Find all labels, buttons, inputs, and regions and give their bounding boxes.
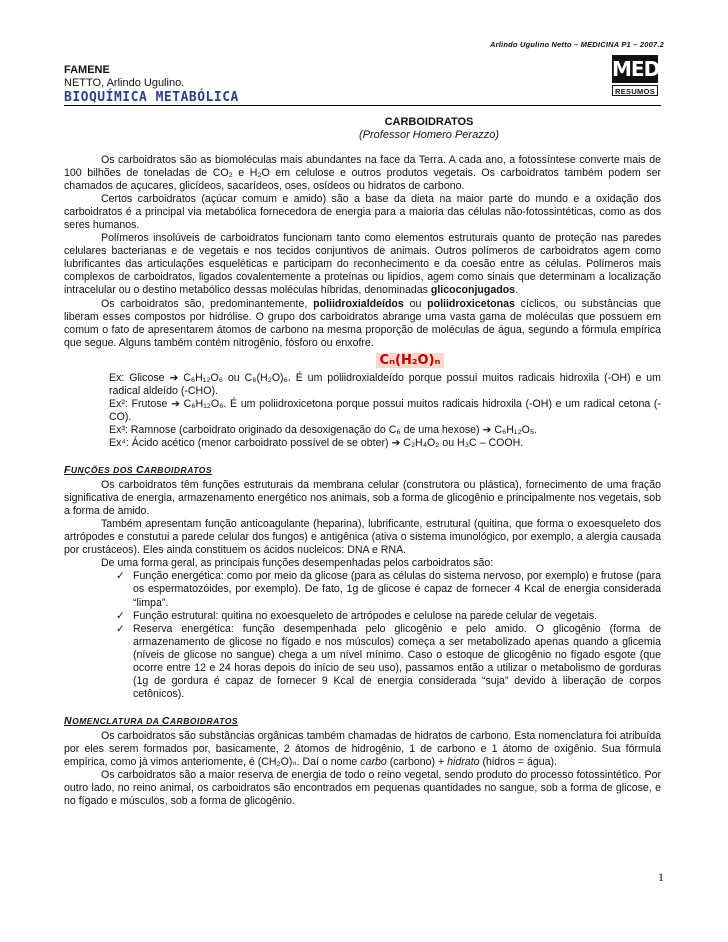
- funcao-estrutural-item: [116, 610, 661, 623]
- document-body: [64, 154, 661, 808]
- document-subtitle: (Professor Homero Perazzo): [359, 129, 499, 141]
- section-heading-funcoes: [64, 464, 661, 477]
- section-heading-nomenclatura: [64, 715, 661, 728]
- funcoes-checklist: [116, 570, 661, 700]
- formula-container: [159, 353, 661, 368]
- reserva-energetica-item: [116, 623, 661, 701]
- funcoes-heading-cap2: C: [135, 464, 145, 477]
- checkmark-icon: ✓: [116, 609, 125, 622]
- page-number: 1: [658, 870, 664, 884]
- poliidroxicetonas-term: poliidroxicetonas: [427, 297, 515, 310]
- intro-paragraph-3-text: Polímeros insolúveis de carboidratos funcionam tanto como elementos estruturais quanto de proteção nas paredes celulares bacterianas e de vegetais e nos tecidos conjuntivos de animais. Outros polímeros de carboidratos agem como lubrificantes das articulações esqueléticas e participam do reconhecimento e da coesão entre as células. Polímeros mais complexos de carboidratos, ligados covalentemente a proteínas ou lipídios, agem como sinais que determinam a localização intracelular ou o destino metabólico dessas moléculas híbridas, denominadas: [64, 232, 661, 297]
- funcao-estrutural-text: Função estrutural: quitina no exoesqueleto de artrópodes e celulose na parede celular de vegetais.: [133, 609, 598, 622]
- funcao-energetica-text: Função energética: como por meio da glicose (para as células do sistema nervoso, por exemplo) e frutose (para os espermatozóides, por exemplo). De fato, 1g de glicose é capaz de fornecer 4 Kcal de energia considerada “limpa”.: [133, 570, 661, 609]
- example-acido-acetico: Ex⁴: Ácido acético (menor carboidrato possível de se obter) ➔ C₂H₄O₂ ou H₃C – COOH.: [109, 436, 524, 449]
- funcoes-heading-rest1: UNÇÕES DOS: [70, 465, 136, 476]
- funcoes-paragraph-2: Também apresentam função anticoagulante (heparina), lubrificante, estrutural (quitina, que forma o exoesqueleto dos artrópodes e constutui a parede celular dos fungos) e antigênica (ativa o sistema imunológico, por exemplo, a alergia causada por crustáceos). Eles ainda constituem os ácidos nucleicos: DNA e RNA.: [64, 518, 661, 557]
- intro-p4-ou: ou: [409, 297, 422, 310]
- nomenclatura-heading-cap2: C: [161, 714, 171, 727]
- example-glicose: Ex: Glicose ➔ C₆H₁₂O₆ ou C₆(H₂O)₆. É um poliidroxialdeído porque possui muitos radicais hidroxila (-OH) e um radical aldeído (-CHO).: [109, 371, 661, 397]
- carbo-term: carbo: [360, 756, 387, 769]
- course-title: BIOQUÍMICA METABÓLICA: [64, 90, 239, 105]
- author-name: NETTO, Arlindo Ugulino.: [64, 77, 185, 89]
- funcoes-heading-rest2: ARBOIDRATOS: [144, 465, 213, 476]
- nomenclatura-heading-rest1: OMENCLATURA DA: [72, 715, 162, 726]
- intro-paragraph-2: Certos carboidratos (açúcar comum e amido) são a base da dieta na maior parte do mundo e a oxidação dos carboidratos é a principal via metabólica fornecedora de energia para a maioria das células não-fotossintéticas, como as dos seres humanos.: [64, 193, 661, 232]
- nomenclatura-heading-cap1: N: [64, 714, 73, 727]
- intro-paragraph-1: Os carboidratos são as biomoléculas mais abundantes na face da Terra. A cada ano, a fotossíntese converte mais de 100 bilhões de toneladas de CO₂ e H₂O em celulose e outros produtos vegetais. Os carboidratos também podem ser chamados de açucares, glicídeos, sacarídeos, oses, osídeos ou hidratos de carbono.: [64, 154, 661, 193]
- nomenclatura-paragraph-2: Os carboidratos são a maior reserva de energia de todo o reino vegetal, sendo produto do processo fotossintético. Por outro lado, no reino animal, os carboidratos são encontrados em pequenas quantidades no sangue, sob a forma de glicose, e no fígado e músculos, sob a forma de glicogênio.: [64, 769, 661, 808]
- document-title-block: [0, 116, 728, 141]
- logo-bottom-text: RESUMOS: [612, 85, 658, 96]
- glicoconjugados-term: glicoconjugados: [430, 284, 516, 297]
- header-divider: [64, 105, 661, 106]
- document-title: CARBOIDRATOS: [384, 116, 474, 128]
- empirical-formula: Cₙ(H₂O)ₙ: [376, 353, 445, 368]
- funcoes-paragraph-1: Os carboidratos têm funções estruturais da membrana celular (construtora ou plástica), fornecimento de uma fração significativa de energia, armazenamento energético nos animais, sob a forma de glicogênio e principalmente nos vegetais, sob a forma de amido.: [64, 479, 661, 518]
- nomenclatura-p1-start: Os carboidratos são substâncias orgânicas também chamadas de hidratos de carbono. Esta nomenclatura foi atribuída por eles serem formados por, basicamente, 2 átomos de hidrogênio, 1 de carbono e 1 átomo de oxigênio. Sua fórmula empírica, como já vimos anteriomente, é (CH₂O)ₙ. Daí o nome: [64, 729, 661, 769]
- example-ramnose: Ex³: Ramnose (carboidrato originado da desoxigenação do C₆ de uma hexose) ➔ C₆H₁₂O₅.: [109, 423, 538, 436]
- funcoes-heading-cap1: F: [64, 464, 71, 477]
- reserva-energetica-text: Reserva energética: função desempenhada pelo glicogênio e pelo amido. O glicogênio (forma de armazenamento de glicose no fígado e nos músculos) começa a ser metabolizado apenas quando a glicemia (níveis de glicose no sangue) chega a um nível mínimo. Caso o estoque de glicogênio no fígado esgote (que ocorre entre 12 e 24 horas depois do início de seu uso), passamos então a utilizar o metabolismo de gorduras (1g de gordura é capaz de fornecer 9 Kcal de energia considerada “suja” devido à liberação de corpos cetônicos).: [133, 622, 661, 700]
- nomenclatura-heading-rest2: ARBOIDRATOS: [170, 715, 239, 726]
- nomenclatura-p1-mid: (carbono) +: [389, 756, 445, 769]
- example-frutose: Ex²: Frutose ➔ C₆H₁₂O₆. É um poliidroxicetona porque possui muitos radicais hidroxila (-OH) e um radical cetona (-CO).: [109, 397, 661, 423]
- funcoes-paragraph-3: De uma forma geral, as principais funções desempenhadas pelos carboidratos são:: [101, 557, 494, 570]
- logo-top-text: MED: [612, 57, 660, 81]
- poliidroxialdeidos-term: poliidroxialdeídos: [313, 297, 404, 310]
- running-head: Arlindo Ugulino Netto – MEDICINA P1 – 2007.2: [490, 40, 664, 49]
- checkmark-icon: ✓: [116, 622, 125, 635]
- examples-list: [109, 372, 661, 450]
- intro-paragraph-3: Polímeros insolúveis de carboidratos funcionam tanto como elementos estruturais quanto de proteção nas paredes celulares bacterianas e de vegetais e nos tecidos conjuntivos de animais. Outros polímeros de carboidratos agem como lubrificantes das articulações esqueléticas e participam do reconhecimento e da coesão entre as células. Polímeros mais complexos de carboidratos, ligados covalentemente a proteínas ou lipídios, agem como sinais que determinam a localização intracelular ou o destino metabólico dessas moléculas híbridas, denominadas glicoconjugados.: [64, 232, 661, 297]
- intro-paragraph-4: [64, 298, 661, 350]
- intro-p4-end: cíclicos, ou substâncias que liberam esses compostos por hidrólise. O grupo dos carboidratos abrange uma vasta gama de moléculas que possuem em comum o fato de apresentarem átomos de carbono na mesma proporção de moléculas de água, segundo a fórmula empírica que segue. Alguns também contém nitrogênio, fósforo ou enxofre.: [64, 297, 662, 349]
- intro-p4-start: Os carboidratos são, predominantemente,: [101, 297, 308, 310]
- nomenclatura-p1-end: (hidros = água).: [482, 756, 557, 769]
- checkmark-icon: ✓: [116, 570, 125, 583]
- med-resumos-logo: [612, 55, 658, 99]
- funcao-energetica-item: [116, 570, 661, 609]
- institution-name: FAMENE: [64, 64, 110, 76]
- hidrato-term: hidrato: [447, 756, 480, 769]
- nomenclatura-paragraph-1: [64, 730, 661, 769]
